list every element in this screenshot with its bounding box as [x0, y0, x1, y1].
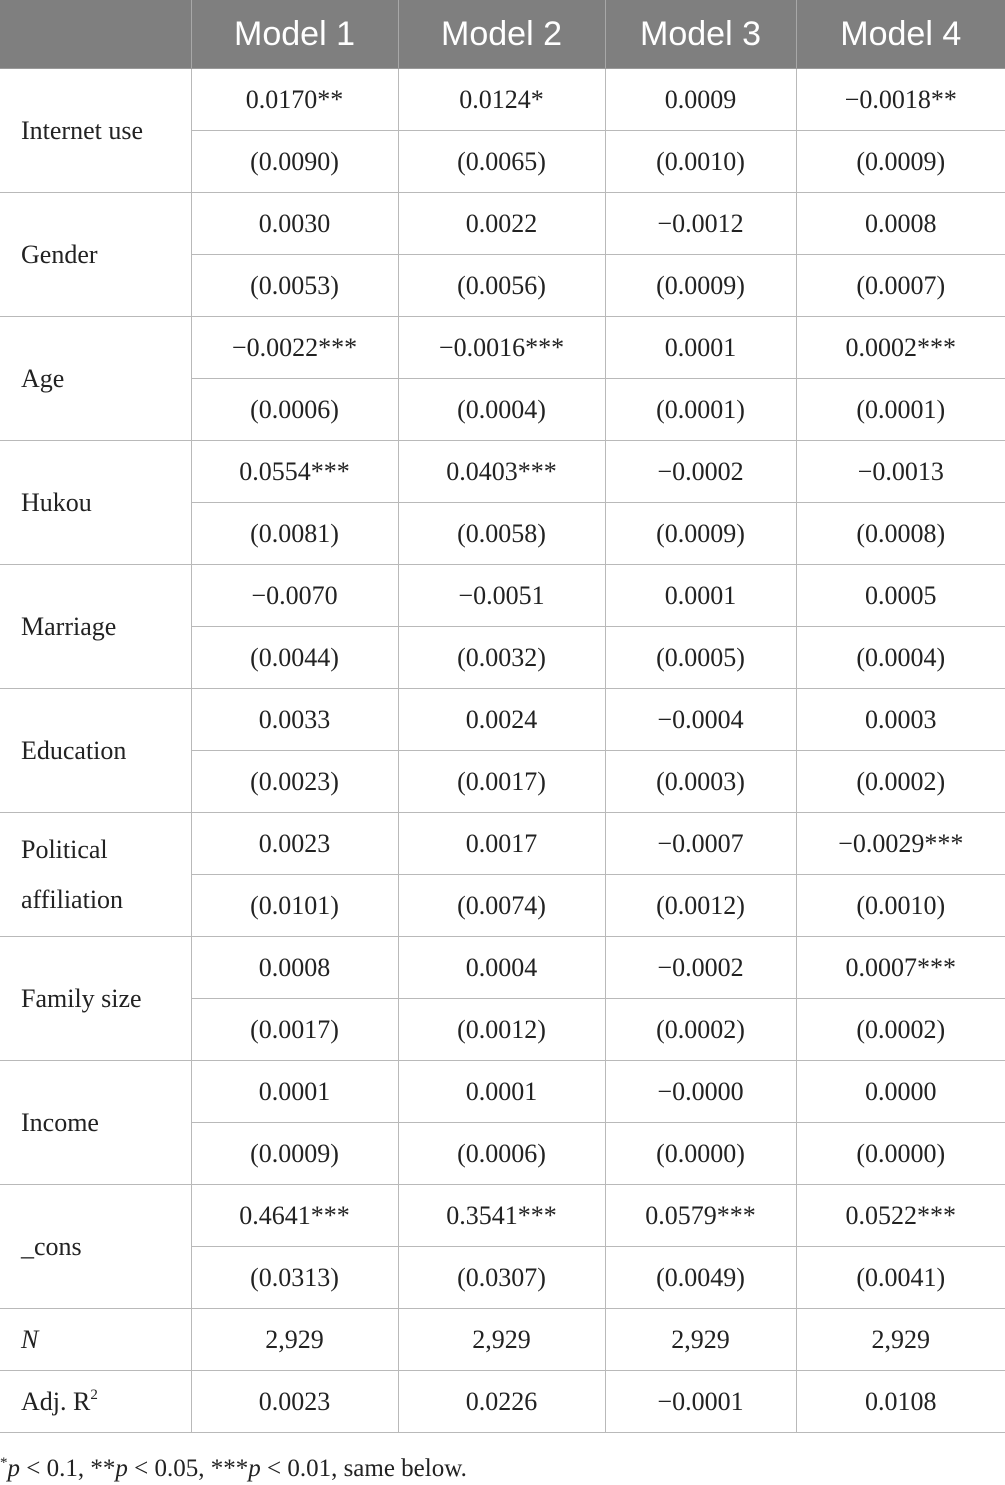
se-cell: (0.0009) [605, 503, 796, 565]
coef-cell: 0.3541*** [398, 1185, 605, 1247]
header-model-3: Model 3 [605, 0, 796, 69]
se-cell: (0.0000) [605, 1123, 796, 1185]
se-cell: (0.0090) [191, 131, 398, 193]
row-label: Age [0, 317, 191, 441]
header-model-4: Model 4 [796, 0, 1005, 69]
se-cell: (0.0000) [796, 1123, 1005, 1185]
coef-cell: −0.0029*** [796, 813, 1005, 875]
se-cell: (0.0032) [398, 627, 605, 689]
se-cell: (0.0002) [796, 751, 1005, 813]
se-cell: (0.0074) [398, 875, 605, 937]
se-cell: (0.0009) [191, 1123, 398, 1185]
n-label [0, 1309, 191, 1371]
coef-cell: 0.0001 [605, 565, 796, 627]
header-row [0, 0, 1005, 69]
se-cell: (0.0017) [398, 751, 605, 813]
se-cell: (0.0006) [191, 379, 398, 441]
note-p: p [7, 1455, 20, 1482]
note-text: < 0.05, *** [127, 1455, 249, 1482]
se-cell: (0.0313) [191, 1247, 398, 1309]
r2-cell: −0.0001 [605, 1371, 796, 1433]
coef-row [0, 689, 1005, 751]
coef-cell: 0.0005 [796, 565, 1005, 627]
coef-cell: 0.0124* [398, 69, 605, 131]
coef-cell: 0.0009 [605, 69, 796, 131]
se-cell: (0.0012) [398, 999, 605, 1061]
se-cell: (0.0004) [796, 627, 1005, 689]
coef-cell: 0.0004 [398, 937, 605, 999]
coef-row [0, 1061, 1005, 1123]
se-cell: (0.0041) [796, 1247, 1005, 1309]
se-cell: (0.0005) [605, 627, 796, 689]
n-cell: 2,929 [398, 1309, 605, 1371]
se-cell: (0.0009) [605, 255, 796, 317]
se-cell: (0.0007) [796, 255, 1005, 317]
se-cell: (0.0017) [191, 999, 398, 1061]
row-label: Family size [0, 937, 191, 1061]
coef-cell: 0.0033 [191, 689, 398, 751]
se-cell: (0.0049) [605, 1247, 796, 1309]
coef-cell: −0.0007 [605, 813, 796, 875]
coef-cell: 0.0002*** [796, 317, 1005, 379]
coef-cell: 0.0008 [191, 937, 398, 999]
row-label: Hukou [0, 441, 191, 565]
n-cell: 2,929 [191, 1309, 398, 1371]
coef-cell: 0.0003 [796, 689, 1005, 751]
coef-cell: 0.0008 [796, 193, 1005, 255]
coef-row [0, 1185, 1005, 1247]
se-cell: (0.0101) [191, 875, 398, 937]
coef-row [0, 565, 1005, 627]
coef-row [0, 813, 1005, 875]
se-cell: (0.0001) [796, 379, 1005, 441]
r2-superscript: 2 [90, 1386, 98, 1403]
note-text: < 0.01, same below. [260, 1455, 467, 1482]
coef-cell: 0.0030 [191, 193, 398, 255]
coef-cell: 0.0001 [191, 1061, 398, 1123]
row-label: Income [0, 1061, 191, 1185]
se-cell: (0.0006) [398, 1123, 605, 1185]
coef-cell: −0.0000 [605, 1061, 796, 1123]
se-cell: (0.0003) [605, 751, 796, 813]
coef-cell: −0.0018** [796, 69, 1005, 131]
row-label: Education [0, 689, 191, 813]
r2-row [0, 1371, 1005, 1433]
n-row [0, 1309, 1005, 1371]
coef-cell: 0.0007*** [796, 937, 1005, 999]
se-cell: (0.0044) [191, 627, 398, 689]
row-label: Political affiliation [0, 813, 191, 937]
coef-cell: 0.0403*** [398, 441, 605, 503]
coef-cell: 0.0017 [398, 813, 605, 875]
r2-label [0, 1371, 191, 1433]
coef-cell: 0.0001 [398, 1061, 605, 1123]
coef-row [0, 69, 1005, 131]
coef-cell: 0.4641*** [191, 1185, 398, 1247]
coef-cell: −0.0070 [191, 565, 398, 627]
coef-cell: −0.0016*** [398, 317, 605, 379]
coef-cell: −0.0013 [796, 441, 1005, 503]
row-label: Marriage [0, 565, 191, 689]
se-cell: (0.0307) [398, 1247, 605, 1309]
se-cell: (0.0002) [605, 999, 796, 1061]
se-cell: (0.0010) [605, 131, 796, 193]
se-cell: (0.0010) [796, 875, 1005, 937]
se-cell: (0.0056) [398, 255, 605, 317]
note-text: < 0.1, ** [20, 1455, 116, 1482]
coef-cell: 0.0554*** [191, 441, 398, 503]
coef-row [0, 317, 1005, 379]
note-star: * [0, 1455, 8, 1471]
r2-cell: 0.0226 [398, 1371, 605, 1433]
se-cell: (0.0023) [191, 751, 398, 813]
header-corner [0, 0, 191, 69]
coef-cell: 0.0522*** [796, 1185, 1005, 1247]
se-cell: (0.0065) [398, 131, 605, 193]
coef-cell: −0.0012 [605, 193, 796, 255]
se-cell: (0.0009) [796, 131, 1005, 193]
coef-cell: 0.0579*** [605, 1185, 796, 1247]
n-cell: 2,929 [605, 1309, 796, 1371]
note-p: p [248, 1455, 261, 1482]
n-label-text: N [21, 1324, 39, 1354]
r2-cell: 0.0108 [796, 1371, 1005, 1433]
se-cell: (0.0053) [191, 255, 398, 317]
row-label: _cons [0, 1185, 191, 1309]
coef-row [0, 937, 1005, 999]
row-label: Internet use [0, 69, 191, 193]
n-cell: 2,929 [796, 1309, 1005, 1371]
coef-row [0, 193, 1005, 255]
note-p: p [115, 1455, 128, 1482]
se-cell: (0.0012) [605, 875, 796, 937]
header-model-1: Model 1 [191, 0, 398, 69]
se-cell: (0.0081) [191, 503, 398, 565]
header-model-2: Model 2 [398, 0, 605, 69]
r2-cell: 0.0023 [191, 1371, 398, 1433]
r2-label-text: Adj. R [21, 1386, 91, 1416]
se-cell: (0.0004) [398, 379, 605, 441]
coef-cell: −0.0002 [605, 937, 796, 999]
coef-cell: 0.0023 [191, 813, 398, 875]
coef-cell: 0.0170** [191, 69, 398, 131]
se-cell: (0.0002) [796, 999, 1005, 1061]
coef-cell: −0.0051 [398, 565, 605, 627]
coef-row [0, 441, 1005, 503]
se-cell: (0.0058) [398, 503, 605, 565]
coef-cell: 0.0022 [398, 193, 605, 255]
row-label: Gender [0, 193, 191, 317]
table-footnote [0, 1455, 467, 1483]
se-cell: (0.0001) [605, 379, 796, 441]
coef-cell: −0.0004 [605, 689, 796, 751]
coef-cell: −0.0002 [605, 441, 796, 503]
coef-cell: 0.0024 [398, 689, 605, 751]
se-cell: (0.0008) [796, 503, 1005, 565]
coef-cell: 0.0000 [796, 1061, 1005, 1123]
coef-cell: −0.0022*** [191, 317, 398, 379]
coef-cell: 0.0001 [605, 317, 796, 379]
